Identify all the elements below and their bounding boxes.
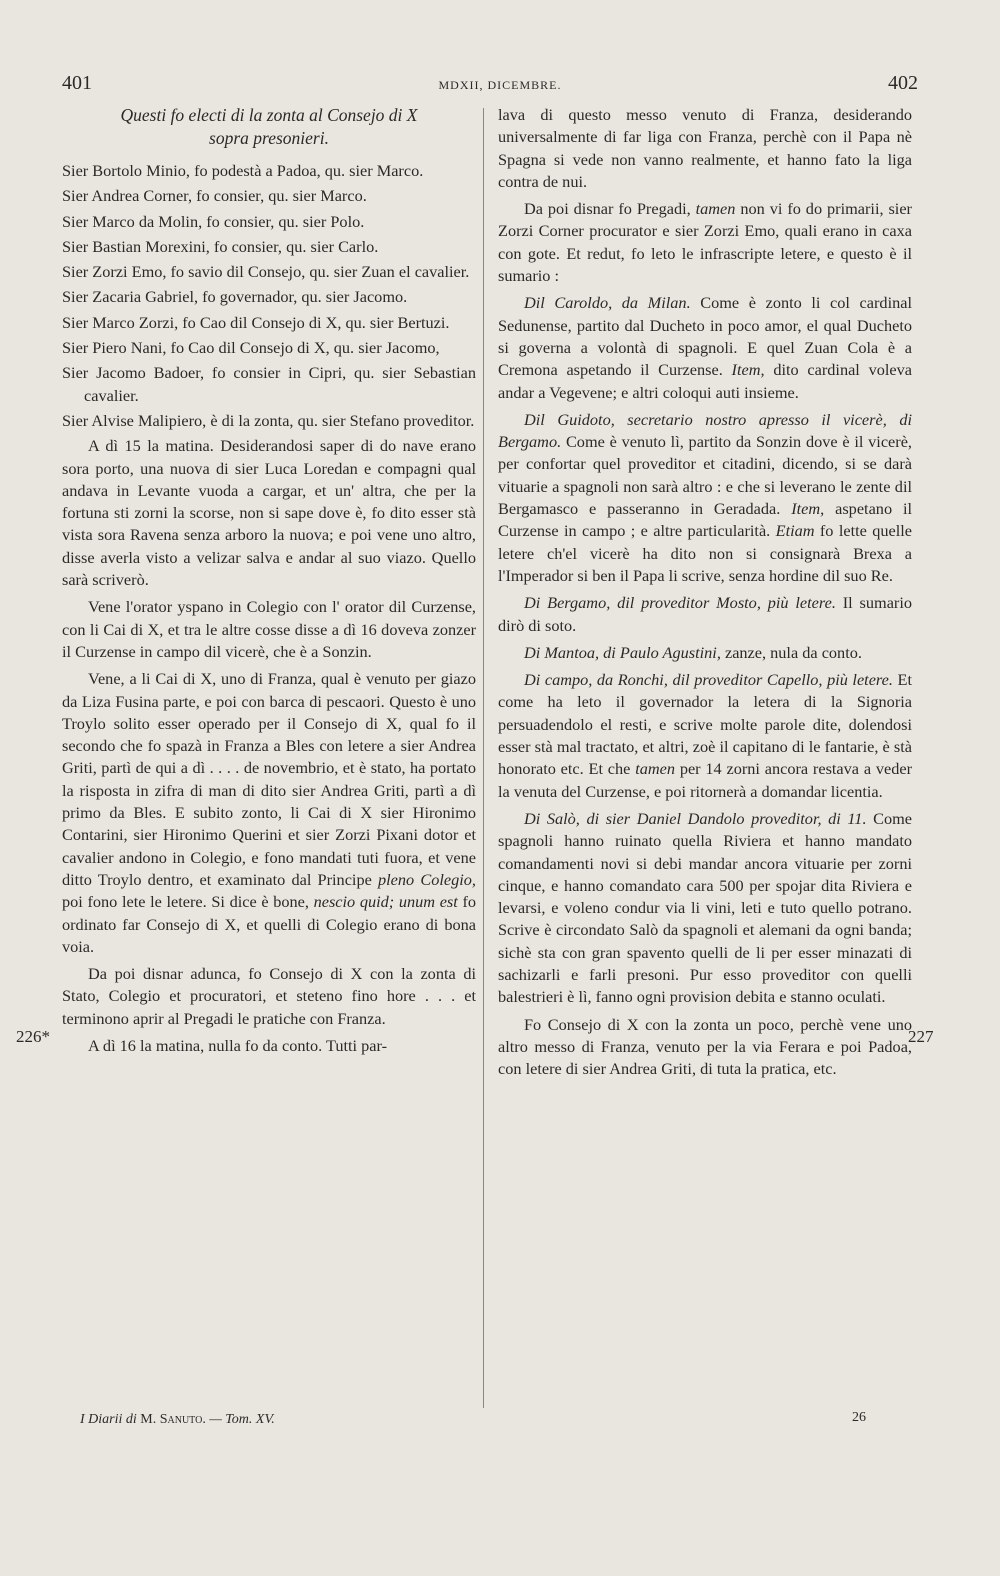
text-run: zanze, nula da conto. [724, 642, 862, 662]
italic-run: Di Salò, di sier Daniel Dandolo proveditor, di 11. [524, 808, 867, 828]
italic-run: nescio quid; unum est [313, 892, 458, 912]
footer-work-title: I Diarii di [80, 1412, 137, 1427]
text-run: poi fono lete le letere. Si dice è bone, [62, 892, 309, 912]
member-entry: Sier Zacaria Gabriel, fo governador, qu. sier Jacomo. [62, 287, 408, 307]
member-list [62, 160, 476, 432]
text-run: Vene, a li Cai di X, uno di Franza, qual è venuto per giazo da Liza Fusina parte, e poi con barca di pescaori. Questo è uno Troylo solito esser operado per il Consejo di X, qual fo il secondo che fo spazà in Franza a Bles con letere a sier Andrea Griti, partì de qui a dì . . . . de novembrio, et è stato, ha portato la risposta in zifra di man di dito sier Andrea Griti, partì a dì primo da Bles. E subito zonto, li Cai di X sier Hironimo Contarini, sier Hironimo Querini et sier Zorzi Pixani dotor et cavalier andono in Colegio, e fono mandati tuti fuora, et vene ditto Troylo dentro, et examinato dal Principe [62, 669, 476, 889]
text-run: Il sumario dirò di soto. [498, 593, 913, 635]
italic-run: Item, [791, 499, 825, 519]
italic-run: Dil Guidoto, secretario nostro apresso il vicerè, di Bergamo. [498, 409, 912, 452]
text-run: Come spagnoli hanno ruinato quella Riviera et hanno mandato comandamenti novi si debi mandar ancora vituarie per zorni cinque, e hanno comandato cara 500 per spojar dita Riviera e levarsi, e voleno condur via li vini, leti e tuto quello potrano. Scrive è circondato Salò da spagnoli et alemani da ogni banda; sichè sta con gran spavento quelli de li per esser minazati di sachizarli e farli presoni. Pur esso proveditor con quelli balestrieri è lì, fanno ogni provision debita e stanno oculati. [498, 808, 912, 1007]
left-column [62, 104, 476, 1062]
list-title-line1: Questi fo electi di la zonta al Consejo di X [120, 105, 418, 125]
list-title-line2: sopra presonieri. [209, 128, 329, 148]
paragraph: Da poi disnar adunca, fo Consejo di X con la zonta di Stato, Colegio et procuratori, et steteno fino hore . . . et terminono aprir al Pregadi le pratiche con Franza. [62, 964, 476, 1028]
member-entry: Sier Marco Zorzi, fo Cao dil Consejo di X, qu. sier Bertuzi. [62, 312, 450, 332]
paragraph: A dì 16 la matina, nulla fo da conto. Tutti par- [88, 1035, 388, 1055]
footer-author: M. Sanuto. [140, 1412, 206, 1427]
paragraph: A dì 15 la matina. Desiderandosi saper di do nave erano sora porto, una nuova di sier Luca Loredan e compagni qual andava in Levante vuoda a cargar, et un' altra, che per la fortuna sti zorni la scorse, non si sape dove è, fo dito esser stà vista sora Ravena senza arboro la nuova; e poi vene uno altro, disse averla visto a velizar salva e andar al suo viazo. Quello sarà scriverò. [62, 436, 476, 590]
italic-run: tamen [695, 199, 736, 219]
member-entry: Sier Alvise Malipiero, è di la zonta, qu. sier Stefano proveditor. [62, 410, 475, 430]
paragraph: lava di questo messo venuto di Franza, desiderando universalmente di far liga con Franza, perchè con il Papa nè Spagna si vede non vanno realmente, et hanno fato la liga contra de nui. [498, 105, 912, 191]
footer-volume: — Tom. XV. [209, 1412, 275, 1427]
text-run: per 14 zorni ancora restava a veder la venuta del Curzense, e poi ritornerà a domandar licentia. [498, 759, 913, 801]
text-run: non vi fo do primarii, sier Zorzi Corner procurator e sier Zorzi Emo, quali erano in caxa con gote. Et redut, fo leto le infrascripte letere, e questo è il sumario : [498, 199, 912, 286]
italic-run: Etiam [775, 521, 815, 541]
paragraph [498, 592, 912, 637]
italic-run: Di campo, da Ronchi, dil proveditor Capello, più letere. [524, 670, 893, 690]
right-page-number: 402 [888, 72, 918, 94]
text-run: dito cardinal voleva andar a Vegevene; e altri coloqui auti insieme. [498, 360, 912, 402]
paragraph: Vene l'orator yspano in Colegio con l' orator dil Curzense, con li Cai di X, et tra le altre cosse disse a dì 16 doveva zonzer il Curzense in campo dil vicerè, che è a Sonzin. [62, 597, 476, 661]
right-column [498, 104, 912, 1085]
margin-number-left: 226* [16, 1027, 50, 1046]
italic-run: tamen [635, 759, 675, 779]
text-run: fo lette quelle letere ch'el vicerè ha dito non si consignarà Brexa a l'Imperador si ben il Papa li scrive, senza hordine dil suo Re. [498, 521, 912, 585]
paragraph [498, 409, 912, 587]
italic-run: Di Bergamo, dil proveditor Mosto, più letere. [524, 593, 836, 613]
text-run: Et come ha leto il governador la letera di la Signoria persuadendolo el resti, e scrive molte parole dite, dolendosi esser stà mal tractato, et altri, zoè il capitano di le fantarie, è stà honorato etc. Et che [498, 670, 912, 779]
footer-citation [80, 1412, 275, 1428]
member-entry: Sier Bortolo Minio, fo podestà a Padoa, qu. sier Marco. [62, 161, 424, 180]
italic-run: Dil Caroldo, da Milan. [524, 293, 691, 313]
member-entry: Sier Piero Nani, fo Cao dil Consejo di X, qu. sier Jacomo, [62, 338, 440, 358]
italic-run: Item, [731, 360, 765, 380]
paragraph [498, 669, 912, 803]
italic-run: pleno Colegio, [378, 869, 477, 889]
left-page-number: 401 [62, 72, 92, 94]
paragraph: Fo Consejo di X con la zonta un poco, perchè vene uno altro messo di Franza, venuto per la via Ferara e poi Padoa, con letere di sier Andrea Griti, di tuta la pratica, etc. [498, 1014, 912, 1079]
paragraph [498, 642, 912, 664]
member-entry: Sier Bastian Morexini, fo consier, qu. sier Carlo. [62, 236, 379, 256]
signature-mark: 26 [852, 1410, 866, 1425]
margin-number-right: 227 [908, 1027, 934, 1046]
list-title [62, 104, 476, 150]
text-run: Come è zonto li col cardinal Sedunense, partito dal Ducheto in poco amor, el qual Ducheto si governa a volontà di spagnoli. E quel Zuan Cola è a Cremona aspetando il Curzense. [498, 293, 912, 380]
member-entry: Sier Zorzi Emo, fo savio dil Consejo, qu. sier Zuan el cavalier. [62, 262, 470, 282]
member-entry: Sier Marco da Molin, fo consier, qu. sier Polo. [62, 211, 365, 231]
paragraph [62, 668, 476, 958]
italic-run: Di Mantoa, di Paulo Agustini, [524, 642, 721, 662]
running-title: MDXII, DICEMBRE. [438, 78, 562, 92]
text-run: aspetano il Curzense in campo ; e altre particularità. [498, 499, 913, 541]
paragraph [498, 292, 912, 403]
paragraph [498, 808, 912, 1009]
member-entry: Sier Jacomo Badoer, fo consier in Cipri, qu. sier Sebastian cavalier. [62, 363, 476, 405]
paragraph [498, 198, 912, 287]
text-run: Da poi disnar fo Pregadi, [524, 199, 691, 219]
text-run: fo ordinato far Consejo di X, et quelli di Colegio erano di bona voia. [62, 892, 476, 956]
member-entry: Sier Andrea Corner, fo consier, qu. sier Marco. [62, 186, 367, 206]
text-run: Come è venuto lì, partito da Sonzin dove è il vicerè, per confortar quel proveditor et citadini, dicendo, si se darà vituarie a spagnoli non sarà altro : e che si leverano le zente dil Bergamasco e passeranno in Geradada. [498, 432, 912, 519]
column-divider [483, 108, 484, 1408]
